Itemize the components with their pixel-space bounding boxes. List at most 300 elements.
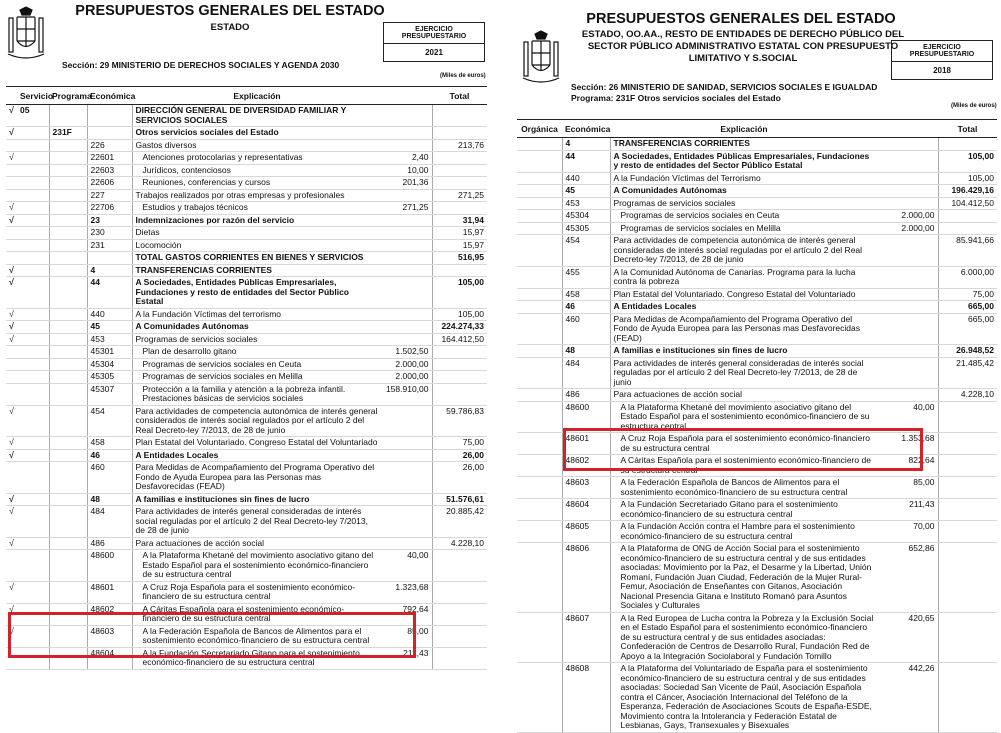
total-cell xyxy=(938,612,997,663)
organica-cell xyxy=(517,288,562,301)
programa-cell xyxy=(49,437,87,450)
check-mark: √ xyxy=(6,493,17,506)
explicacion-cell: Reuniones, conferencias y cursos xyxy=(132,177,382,190)
programa-cell xyxy=(49,405,87,437)
explicacion-cell: Para actividades de interés general consideradas de interés social reguladas por el artículo 2 del Real Decreto-ley 7/2013, de 28 de junio xyxy=(132,506,382,538)
explicacion-cell: Dietas xyxy=(132,227,382,240)
explicacion-cell: Para actividades de competencia autonómica de interés general consideradas de interés social reguladas por el artículo 2 del Real Decreto-ley 7/2013, de 28 de junio xyxy=(610,235,878,267)
organica-cell xyxy=(517,185,562,198)
table-row xyxy=(517,185,997,198)
programa-cell xyxy=(49,252,87,265)
check-mark: √ xyxy=(6,152,17,165)
table-row xyxy=(517,357,997,389)
economica-cell: 45307 xyxy=(87,383,132,405)
table-row xyxy=(6,239,487,252)
total-cell xyxy=(432,383,487,405)
table-row xyxy=(6,127,487,140)
servicio-cell xyxy=(17,371,49,384)
subtotal-cell: 271,25 xyxy=(382,202,432,215)
subtotal-cell: 40,00 xyxy=(382,550,432,582)
subtotal-cell xyxy=(878,150,938,172)
explicacion-cell: A familias e instituciones sin fines de lucro xyxy=(610,345,878,358)
servicio-cell xyxy=(17,277,49,309)
subtotal-cell xyxy=(382,405,432,437)
economica-cell: 48603 xyxy=(562,477,610,499)
programa-cell xyxy=(49,321,87,334)
check-mark: √ xyxy=(6,277,17,309)
table-row xyxy=(517,172,997,185)
economica-cell: 230 xyxy=(87,227,132,240)
organica-cell xyxy=(517,521,562,543)
left-table-body xyxy=(6,105,487,670)
table-row xyxy=(6,214,487,227)
servicio-cell xyxy=(17,581,49,603)
check-mark: √ xyxy=(6,214,17,227)
left-budget-table xyxy=(6,86,487,670)
servicio-cell xyxy=(17,164,49,177)
total-cell xyxy=(432,625,487,647)
subtotal-cell xyxy=(878,389,938,402)
economica-cell: 460 xyxy=(87,462,132,494)
subtotal-cell: 1.323,68 xyxy=(382,581,432,603)
check-mark: √ xyxy=(6,321,17,334)
organica-cell xyxy=(517,389,562,402)
explicacion-cell: A Comunidades Autónomas xyxy=(610,185,878,198)
subtotal-cell: 201,36 xyxy=(382,177,432,190)
header-programa: Programa xyxy=(49,87,87,105)
economica-cell: 460 xyxy=(562,313,610,345)
programa-cell xyxy=(49,277,87,309)
organica-cell xyxy=(517,357,562,389)
economica-cell: 48 xyxy=(562,345,610,358)
right-subtitle: ESTADO, OO.AA., RESTO DE ENTIDADES DE DERECHO PÚBLICO DEL SECTOR PÚBLICO ADMINISTRATIVO ESTATAL CON PRESUPUESTO LIMITATIVO Y S.SOCIAL xyxy=(581,29,905,64)
economica-cell: 45305 xyxy=(562,222,610,235)
economica-cell: 453 xyxy=(87,333,132,346)
left-units: (Miles de euros) xyxy=(440,73,486,79)
table-row xyxy=(517,150,997,172)
programa-cell: 231F xyxy=(49,127,87,140)
check-mark: √ xyxy=(6,603,17,625)
table-row xyxy=(6,358,487,371)
subtotal-cell: 211,43 xyxy=(878,499,938,521)
subtotal-cell xyxy=(382,308,432,321)
explicacion-cell: A la Fundación Víctimas del terrorismo xyxy=(132,308,382,321)
total-cell: 665,00 xyxy=(938,301,997,314)
check-mark: √ xyxy=(6,581,17,603)
servicio-cell xyxy=(17,308,49,321)
programa-cell xyxy=(49,227,87,240)
organica-cell xyxy=(517,210,562,223)
economica-cell: 484 xyxy=(562,357,610,389)
right-table-header xyxy=(517,120,997,138)
explicacion-cell: A la Federación Española de Bancos de Alimentos para el sostenimiento económico-financiero de su estructura central xyxy=(132,625,382,647)
header-subtotal xyxy=(382,87,432,105)
check-mark xyxy=(6,550,17,582)
check-mark: √ xyxy=(6,537,17,550)
economica-cell: 48601 xyxy=(87,581,132,603)
check-mark: √ xyxy=(6,202,17,215)
organica-cell xyxy=(517,433,562,455)
total-cell: 26.948,52 xyxy=(938,345,997,358)
check-mark xyxy=(6,239,17,252)
header-economica: Económica xyxy=(87,87,132,105)
total-cell xyxy=(432,603,487,625)
check-mark xyxy=(6,177,17,190)
programa-cell xyxy=(49,189,87,202)
servicio-cell xyxy=(17,214,49,227)
subtotal-cell xyxy=(878,266,938,288)
explicacion-cell: Para actuaciones de acción social xyxy=(132,537,382,550)
subtotal-cell xyxy=(878,138,938,151)
check-mark xyxy=(6,227,17,240)
subtotal-cell xyxy=(878,185,938,198)
servicio-cell xyxy=(17,264,49,277)
servicio-cell xyxy=(17,462,49,494)
subtotal-cell xyxy=(382,264,432,277)
total-cell: 59.786,83 xyxy=(432,405,487,437)
table-row xyxy=(6,537,487,550)
subtotal-cell: 1.353,68 xyxy=(878,433,938,455)
right-budget-table xyxy=(517,119,997,733)
subtotal-cell: 85,00 xyxy=(382,625,432,647)
programa-cell xyxy=(49,139,87,152)
servicio-cell xyxy=(17,321,49,334)
subtotal-cell xyxy=(878,313,938,345)
explicacion-cell: Protección a la familia y atención a la pobreza infantil. Prestaciones básicas de servicios sociales xyxy=(132,383,382,405)
explicacion-cell: A Cruz Roja Española para el sostenimiento económico-financiero de su estructura central xyxy=(132,581,382,603)
explicacion-cell: Plan Estatal del Voluntariado. Congreso Estatal del Voluntariado xyxy=(132,437,382,450)
explicacion-cell: Locomoción xyxy=(132,239,382,252)
total-cell xyxy=(938,543,997,613)
subtotal-cell xyxy=(878,288,938,301)
economica-cell: 45304 xyxy=(87,358,132,371)
subtotal-cell: 2.000,00 xyxy=(878,210,938,223)
exercise-label: EJERCICIO PRESUPUESTARIO xyxy=(892,41,992,62)
servicio-cell xyxy=(17,239,49,252)
explicacion-cell: A la Plataforma del Voluntariado de España para el sostenimiento económico-financiero de su estructura central y de sus entidades asociadas: Sociedad San Vicente de Paúl, Asociación Española contra el Cáncer, Asociación Internacional del Teléfono de la Esperanza, Federación de Asociaciones Scouts de España-ESDE, Movimiento contra la Intolerancia y Federación Estatal de Lesbianas, Gays, Transexuales y Bisexuales xyxy=(610,663,878,733)
subtotal-cell: 70,00 xyxy=(878,521,938,543)
total-cell xyxy=(938,455,997,477)
economica-cell: 454 xyxy=(562,235,610,267)
check-mark: √ xyxy=(6,264,17,277)
economica-cell: 48607 xyxy=(562,612,610,663)
explicacion-cell: Para Medidas de Acompañamiento del Programa Operativo del Fondo de Ayuda Europea para las Personas mas Desfavorecidas (FEAD) xyxy=(132,462,382,494)
subtotal-cell: 2.000,00 xyxy=(382,371,432,384)
organica-cell xyxy=(517,150,562,172)
subtotal-cell xyxy=(382,449,432,462)
economica-cell: 48600 xyxy=(87,550,132,582)
economica-cell: 48606 xyxy=(562,543,610,613)
organica-cell xyxy=(517,401,562,433)
servicio-cell xyxy=(17,506,49,538)
table-row xyxy=(517,210,997,223)
servicio-cell xyxy=(17,227,49,240)
check-mark xyxy=(6,346,17,359)
total-cell: 516,95 xyxy=(432,252,487,265)
table-row xyxy=(517,389,997,402)
table-row xyxy=(6,581,487,603)
servicio-cell xyxy=(17,252,49,265)
subtotal-cell: 822,64 xyxy=(878,455,938,477)
check-mark xyxy=(6,139,17,152)
organica-cell xyxy=(517,663,562,733)
table-row xyxy=(6,252,487,265)
check-mark xyxy=(6,462,17,494)
programa-cell xyxy=(49,202,87,215)
explicacion-cell: A Comunidades Autónomas xyxy=(132,321,382,334)
explicacion-cell: Programas de servicios sociales xyxy=(610,197,878,210)
header-explicacion: Explicación xyxy=(132,87,382,105)
total-cell xyxy=(938,663,997,733)
left-budget-page xyxy=(0,0,497,720)
subtotal-cell xyxy=(382,105,432,127)
exercise-year: 2021 xyxy=(425,48,443,57)
subtotal-cell: 2.000,00 xyxy=(382,358,432,371)
servicio-cell xyxy=(17,493,49,506)
check-mark: √ xyxy=(6,333,17,346)
check-mark xyxy=(6,189,17,202)
table-row xyxy=(517,235,997,267)
explicacion-cell: Atenciones protocolarias y representativas xyxy=(132,152,382,165)
programa-cell xyxy=(49,581,87,603)
total-cell xyxy=(432,550,487,582)
explicacion-cell: A Cáritas Española para el sostenimiento económico-financiero de su estructura central xyxy=(610,455,878,477)
explicacion-cell: Programas de servicios sociales en Ceuta xyxy=(132,358,382,371)
servicio-cell xyxy=(17,189,49,202)
subtotal-cell: 211,43 xyxy=(382,647,432,669)
table-row xyxy=(6,277,487,309)
subtotal-cell: 420,65 xyxy=(878,612,938,663)
subtotal-cell: 40,00 xyxy=(878,401,938,433)
check-mark: √ xyxy=(6,127,17,140)
total-cell xyxy=(432,177,487,190)
explicacion-cell: TRANSFERENCIAS CORRIENTES xyxy=(610,138,878,151)
subtotal-cell xyxy=(382,537,432,550)
explicacion-cell: A Entidades Locales xyxy=(132,449,382,462)
table-row xyxy=(517,477,997,499)
subtotal-cell xyxy=(878,172,938,185)
economica-cell: 458 xyxy=(87,437,132,450)
servicio-cell xyxy=(17,405,49,437)
servicio-cell xyxy=(17,383,49,405)
subtotal-cell xyxy=(878,345,938,358)
economica-cell: 48604 xyxy=(562,499,610,521)
economica-cell: 226 xyxy=(87,139,132,152)
organica-cell xyxy=(517,266,562,288)
organica-cell xyxy=(517,222,562,235)
total-cell xyxy=(432,358,487,371)
economica-cell: 231 xyxy=(87,239,132,252)
table-row xyxy=(517,138,997,151)
table-row xyxy=(517,222,997,235)
header-explicacion: Explicación xyxy=(610,120,878,138)
explicacion-cell: Para actuaciones de acción social xyxy=(610,389,878,402)
total-cell: 51.576,61 xyxy=(432,493,487,506)
economica-cell: 46 xyxy=(562,301,610,314)
header-total: Total xyxy=(938,120,997,138)
programa-cell xyxy=(49,239,87,252)
explicacion-cell: A la Federación Española de Bancos de Alimentos para el sostenimiento económico-financiero de su estructura central xyxy=(610,477,878,499)
subtotal-cell: 2,40 xyxy=(382,152,432,165)
left-exercise-box xyxy=(383,22,485,62)
left-table-header xyxy=(6,87,487,105)
total-cell: 20.885,42 xyxy=(432,506,487,538)
subtotal-cell xyxy=(382,189,432,202)
table-row xyxy=(517,612,997,663)
table-row xyxy=(6,139,487,152)
total-cell xyxy=(938,499,997,521)
economica-cell: 227 xyxy=(87,189,132,202)
subtotal-cell: 1.502,50 xyxy=(382,346,432,359)
table-row xyxy=(517,499,997,521)
economica-cell: 4 xyxy=(87,264,132,277)
exercise-year: 2018 xyxy=(933,66,951,75)
explicacion-cell: A la Comunidad Autónoma de Canarias. Programa para la lucha contra la pobreza xyxy=(610,266,878,288)
table-row xyxy=(6,264,487,277)
explicacion-cell: A la Plataforma Khetané del movimiento asociativo gitano del Estado Español para el sostenimiento económico-financiero de su estructura central xyxy=(610,401,878,433)
explicacion-cell: Jurídicos, contenciosos xyxy=(132,164,382,177)
right-program: Programa: 231F Otros servicios sociales del Estado xyxy=(571,93,781,103)
explicacion-cell: Plan de desarrollo gitano xyxy=(132,346,382,359)
total-cell xyxy=(432,346,487,359)
programa-cell xyxy=(49,346,87,359)
total-cell: 224.274,33 xyxy=(432,321,487,334)
left-highlight-box xyxy=(8,612,416,658)
header-check xyxy=(6,87,17,105)
economica-cell: 48602 xyxy=(562,455,610,477)
total-cell xyxy=(432,202,487,215)
economica-cell: 440 xyxy=(87,308,132,321)
organica-cell xyxy=(517,313,562,345)
table-row xyxy=(517,288,997,301)
explicacion-cell: Para actividades de competencia autonómica de interés general considerados de interés social regulados por el artículo 2 del Real Decreto-ley 7/2013, de 28 de junio xyxy=(132,405,382,437)
economica-cell: 48 xyxy=(87,493,132,506)
economica-cell: 45301 xyxy=(87,346,132,359)
total-cell: 6.000,00 xyxy=(938,266,997,288)
programa-cell xyxy=(49,493,87,506)
programa-cell xyxy=(49,371,87,384)
table-row xyxy=(517,543,997,613)
subtotal-cell xyxy=(878,235,938,267)
economica-cell: 453 xyxy=(562,197,610,210)
total-cell: 85.941,66 xyxy=(938,235,997,267)
economica-cell: 48603 xyxy=(87,625,132,647)
total-cell: 75,00 xyxy=(432,437,487,450)
total-cell xyxy=(432,127,487,140)
economica-cell: 45304 xyxy=(562,210,610,223)
header-total: Total xyxy=(432,87,487,105)
total-cell: 31,94 xyxy=(432,214,487,227)
check-mark: √ xyxy=(6,308,17,321)
economica-cell: 486 xyxy=(87,537,132,550)
organica-cell xyxy=(517,455,562,477)
economica-cell: 46 xyxy=(87,449,132,462)
explicacion-cell: Para actividades de interés general consideradas de interés social reguladas por el artículo 2 del Real Decreto-ley 7/2013, de 28 de junio xyxy=(610,357,878,389)
check-mark: √ xyxy=(6,449,17,462)
total-cell: 26,00 xyxy=(432,449,487,462)
total-cell xyxy=(432,152,487,165)
total-cell: 21.485,42 xyxy=(938,357,997,389)
table-row xyxy=(6,405,487,437)
programa-cell xyxy=(49,383,87,405)
explicacion-cell: A la Fundación Secretariado Gitano para el sostenimiento económico-financiero de su estructura central xyxy=(132,647,382,669)
coat-of-arms-icon xyxy=(521,30,561,88)
table-row xyxy=(517,197,997,210)
economica-cell: 44 xyxy=(562,150,610,172)
economica-cell: 22601 xyxy=(87,152,132,165)
total-cell xyxy=(938,210,997,223)
explicacion-cell: Trabajos realizados por otras empresas y profesionales xyxy=(132,189,382,202)
total-cell xyxy=(938,222,997,235)
servicio-cell xyxy=(17,177,49,190)
check-mark xyxy=(6,164,17,177)
servicio-cell xyxy=(17,358,49,371)
explicacion-cell: Estudios y trabajos técnicos xyxy=(132,202,382,215)
subtotal-cell xyxy=(382,252,432,265)
economica-cell: 23 xyxy=(87,214,132,227)
economica-cell: 45 xyxy=(562,185,610,198)
servicio-cell xyxy=(17,346,49,359)
table-row xyxy=(6,346,487,359)
table-row xyxy=(6,333,487,346)
left-section: Sección: 29 MINISTERIO DE DERECHOS SOCIALES Y AGENDA 2030 xyxy=(62,60,340,70)
programa-cell xyxy=(49,264,87,277)
explicacion-cell: A Sociedades, Entidades Públicas Empresariales, Fundaciones y resto de entidades del Sector Público Estatal xyxy=(132,277,382,309)
explicacion-cell: Plan Estatal del Voluntariado. Congreso Estatal del Voluntariado xyxy=(610,288,878,301)
explicacion-cell: Programas de servicios sociales en Melilla xyxy=(610,222,878,235)
total-cell xyxy=(432,647,487,669)
table-row xyxy=(6,105,487,127)
explicacion-cell: TOTAL GASTOS CORRIENTES EN BIENES Y SERVICIOS xyxy=(132,252,382,265)
total-cell: 105,00 xyxy=(938,172,997,185)
explicacion-cell: Otros servicios sociales del Estado xyxy=(132,127,382,140)
programa-cell xyxy=(49,506,87,538)
total-cell xyxy=(432,105,487,127)
total-cell: 104.412,50 xyxy=(938,197,997,210)
total-cell: 665,00 xyxy=(938,313,997,345)
organica-cell xyxy=(517,197,562,210)
total-cell xyxy=(938,521,997,543)
subtotal-cell xyxy=(382,277,432,309)
table-row xyxy=(517,663,997,733)
subtotal-cell xyxy=(382,127,432,140)
total-cell: 75,00 xyxy=(938,288,997,301)
explicacion-cell: A familias e instituciones sin fines de lucro xyxy=(132,493,382,506)
servicio-cell xyxy=(17,550,49,582)
total-cell xyxy=(938,477,997,499)
header-economica: Económica xyxy=(562,120,610,138)
table-row xyxy=(6,321,487,334)
economica-cell: 455 xyxy=(562,266,610,288)
total-cell xyxy=(432,581,487,603)
economica-cell: 48601 xyxy=(562,433,610,455)
table-row xyxy=(6,189,487,202)
organica-cell xyxy=(517,235,562,267)
total-cell xyxy=(432,371,487,384)
programa-cell xyxy=(49,177,87,190)
left-subtitle: ESTADO xyxy=(210,22,250,33)
programa-cell xyxy=(49,550,87,582)
left-title: PRESUPUESTOS GENERALES DEL ESTADO xyxy=(75,3,385,19)
page-divider xyxy=(497,0,511,720)
total-cell: 4.228,10 xyxy=(432,537,487,550)
servicio-cell: 05 xyxy=(17,105,49,127)
economica-cell: 458 xyxy=(562,288,610,301)
programa-cell xyxy=(49,308,87,321)
table-row xyxy=(517,266,997,288)
servicio-cell xyxy=(17,537,49,550)
explicacion-cell: A la Red Europea de Lucha contra la Pobreza y la Exclusión Social en el Estado Español para el sostenimiento económico-financiero de su estructura central y de sus entidades asociadas: Confederación de Centros de Desarrollo Rural, Fundación Red de Apoyo a la Integración Sociolaboral y Fundación Tomillo xyxy=(610,612,878,663)
